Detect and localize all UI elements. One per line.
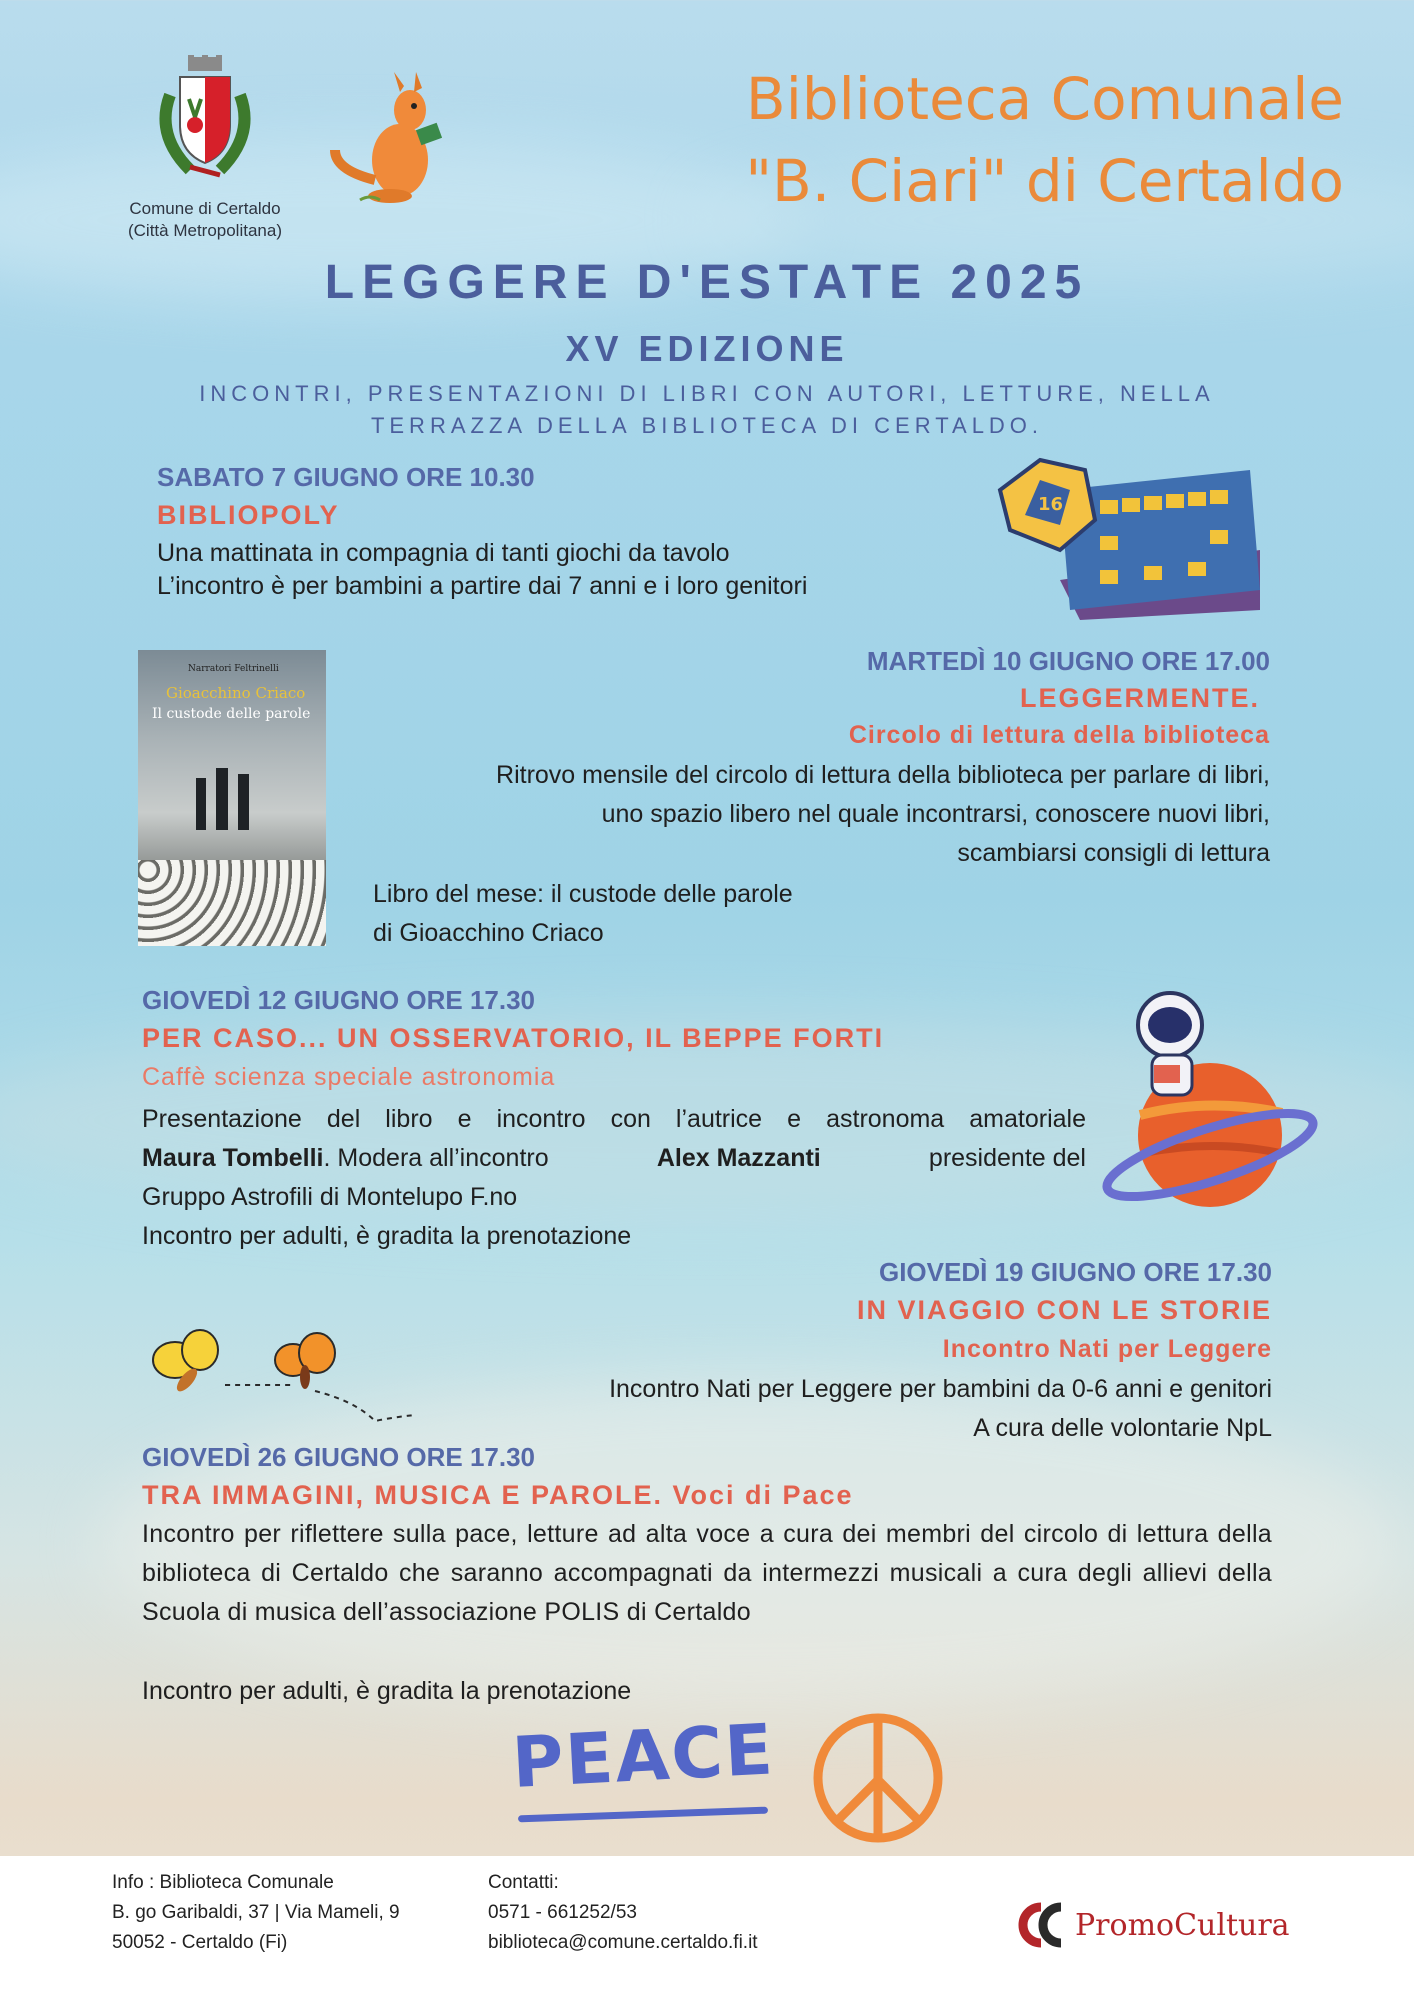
event-text-line: A cura delle volontarie NpL bbox=[973, 1414, 1272, 1442]
astronaut-planet-icon bbox=[1100, 985, 1320, 1215]
program-edition: XV EDIZIONE bbox=[565, 328, 849, 369]
event-text-line: L’incontro è per bambini a partire dai 7 anni e i loro genitori bbox=[157, 572, 808, 600]
library-subname: "B. Ciari" di Certaldo bbox=[745, 147, 1344, 215]
cover-figure bbox=[196, 778, 206, 830]
event-date: MARTEDÌ 10 GIUGNO ORE 17.00 bbox=[866, 646, 1270, 676]
footer-info bbox=[112, 1868, 400, 1958]
event-text-line bbox=[142, 1139, 1086, 1178]
comune-subname: (Città Metropolitana) bbox=[127, 221, 282, 240]
board-game-icon bbox=[990, 450, 1270, 620]
book-cover bbox=[138, 650, 326, 946]
moderator-name: Alex Mazzanti bbox=[656, 1144, 821, 1172]
peace-symbol-icon bbox=[808, 1708, 948, 1848]
program-subtitle bbox=[150, 378, 1264, 442]
event-text-line: uno spazio libero nel quale incontrarsi, conoscere nuovi libri, bbox=[601, 800, 1270, 828]
comune-crest-icon bbox=[150, 55, 260, 185]
event-subtitle: Caffè scienza speciale astronomia bbox=[142, 1063, 556, 1091]
speaker-name: Maura Tombelli bbox=[142, 1144, 324, 1172]
event-text-fragment: presidente del bbox=[928, 1144, 1086, 1172]
footer-address: B. go Garibaldi, 37 | Via Mameli, 9 bbox=[112, 1902, 400, 1923]
promocultura-logo bbox=[1015, 1900, 1315, 1950]
event-text-line: scambiarsi consigli di lettura bbox=[957, 839, 1270, 867]
peace-underline bbox=[518, 1807, 768, 1823]
butterflies-icon bbox=[145, 1325, 415, 1425]
program-title: LEGGERE D'ESTATE 2025 bbox=[324, 256, 1090, 309]
event-text-line: di Gioacchino Criaco bbox=[373, 919, 604, 947]
event-title: PER CASO... UN OSSERVATORIO, IL BEPPE FORTI bbox=[142, 1023, 885, 1053]
library-name: Biblioteca Comunale bbox=[745, 65, 1344, 133]
event-date: GIOVEDÌ 26 GIUGNO ORE 17.30 bbox=[142, 1442, 536, 1472]
promocultura-wordmark: PromoCultura bbox=[1075, 1907, 1290, 1943]
footer bbox=[0, 1856, 1414, 2000]
subtitle-line: TERRAZZA DELLA BIBLIOTECA DI CERTALDO. bbox=[370, 413, 1044, 438]
contacts-label: Contatti: bbox=[488, 1872, 559, 1893]
event-subtitle: Circolo di lettura della biblioteca bbox=[848, 721, 1270, 749]
cover-title: Il custode delle parole bbox=[152, 706, 311, 722]
email-link[interactable]: biblioteca@comune.certaldo.fi.it bbox=[488, 1932, 758, 1953]
book-of-month bbox=[373, 875, 973, 953]
event-title: BIBLIOPOLY bbox=[157, 500, 340, 530]
event-title: LEGGERMENTE. bbox=[1019, 683, 1260, 713]
phone-number: 0571 - 661252/53 bbox=[488, 1902, 637, 1923]
cover-author: Gioacchino Criaco bbox=[166, 684, 306, 702]
comune-name: Comune di Certaldo bbox=[129, 199, 281, 218]
event-text-line: Incontro per adulti, è gradita la prenotazione bbox=[142, 1222, 632, 1250]
event-description bbox=[142, 1100, 1086, 1256]
cover-sheep bbox=[138, 860, 326, 946]
event-description bbox=[157, 534, 957, 606]
event-text-line: Una mattinata in compagnia di tanti giochi da tavolo bbox=[157, 539, 730, 567]
comune-label bbox=[100, 198, 310, 242]
event-title: IN VIAGGIO CON LE STORIE bbox=[856, 1295, 1272, 1325]
kangaroo-reading-icon bbox=[330, 70, 470, 210]
event-text-line: Libro del mese: il custode delle parole bbox=[373, 880, 793, 908]
event-text-line: Ritrovo mensile del circolo di lettura della biblioteca per parlare di libri, bbox=[496, 761, 1270, 789]
event-text-line: Incontro per adulti, è gradita la prenotazione bbox=[142, 1677, 632, 1705]
event-description: Incontro per riflettere sulla pace, letture ad alta voce a cura dei membri del circolo di lettura della biblioteca di Certaldo che saranno accompagnati da intermezzi musicali a cura degli allievi della Scuola di musica dell’associazione POLIS di Certaldo bbox=[142, 1520, 1272, 1626]
promocultura-mark-icon bbox=[1015, 1901, 1073, 1949]
svg-text:16: 16 bbox=[1038, 494, 1064, 515]
event-text-line: Incontro Nati per Leggere per bambini da 0-6 anni e genitori bbox=[609, 1375, 1272, 1403]
event-title: TRA IMMAGINI, MUSICA E PAROLE. Voci di Pace bbox=[142, 1480, 854, 1510]
event-description bbox=[340, 756, 1270, 873]
event-text-line: Presentazione del libro e incontro con l’autrice e astronoma amatoriale bbox=[142, 1105, 1086, 1133]
library-title bbox=[600, 58, 1344, 222]
footer-city: 50052 - Certaldo (Fi) bbox=[112, 1932, 288, 1953]
event-text-line: Gruppo Astrofili di Montelupo F.no bbox=[142, 1183, 518, 1211]
event-subtitle: Incontro Nati per Leggere bbox=[942, 1335, 1272, 1363]
cover-series: Narratori Feltrinelli bbox=[188, 664, 279, 674]
footer-contacts bbox=[488, 1868, 758, 1958]
event-date: GIOVEDÌ 19 GIUGNO ORE 17.30 bbox=[878, 1257, 1272, 1287]
footer-info-line: Info : Biblioteca Comunale bbox=[112, 1872, 334, 1893]
peace-word: PEACE bbox=[510, 1708, 777, 1805]
cover-figure bbox=[238, 774, 249, 830]
peace-lettering bbox=[510, 1708, 782, 1835]
event-text-fragment: . Modera all’incontro bbox=[323, 1144, 549, 1172]
cover-figure bbox=[216, 768, 228, 830]
event-date: GIOVEDÌ 12 GIUGNO ORE 17.30 bbox=[142, 985, 536, 1015]
event-date: SABATO 7 GIUGNO ORE 10.30 bbox=[157, 462, 535, 492]
subtitle-line: INCONTRI, PRESENTAZIONI DI LIBRI CON AUTORI, LETTURE, NELLA bbox=[199, 381, 1215, 406]
event-description bbox=[420, 1370, 1272, 1448]
